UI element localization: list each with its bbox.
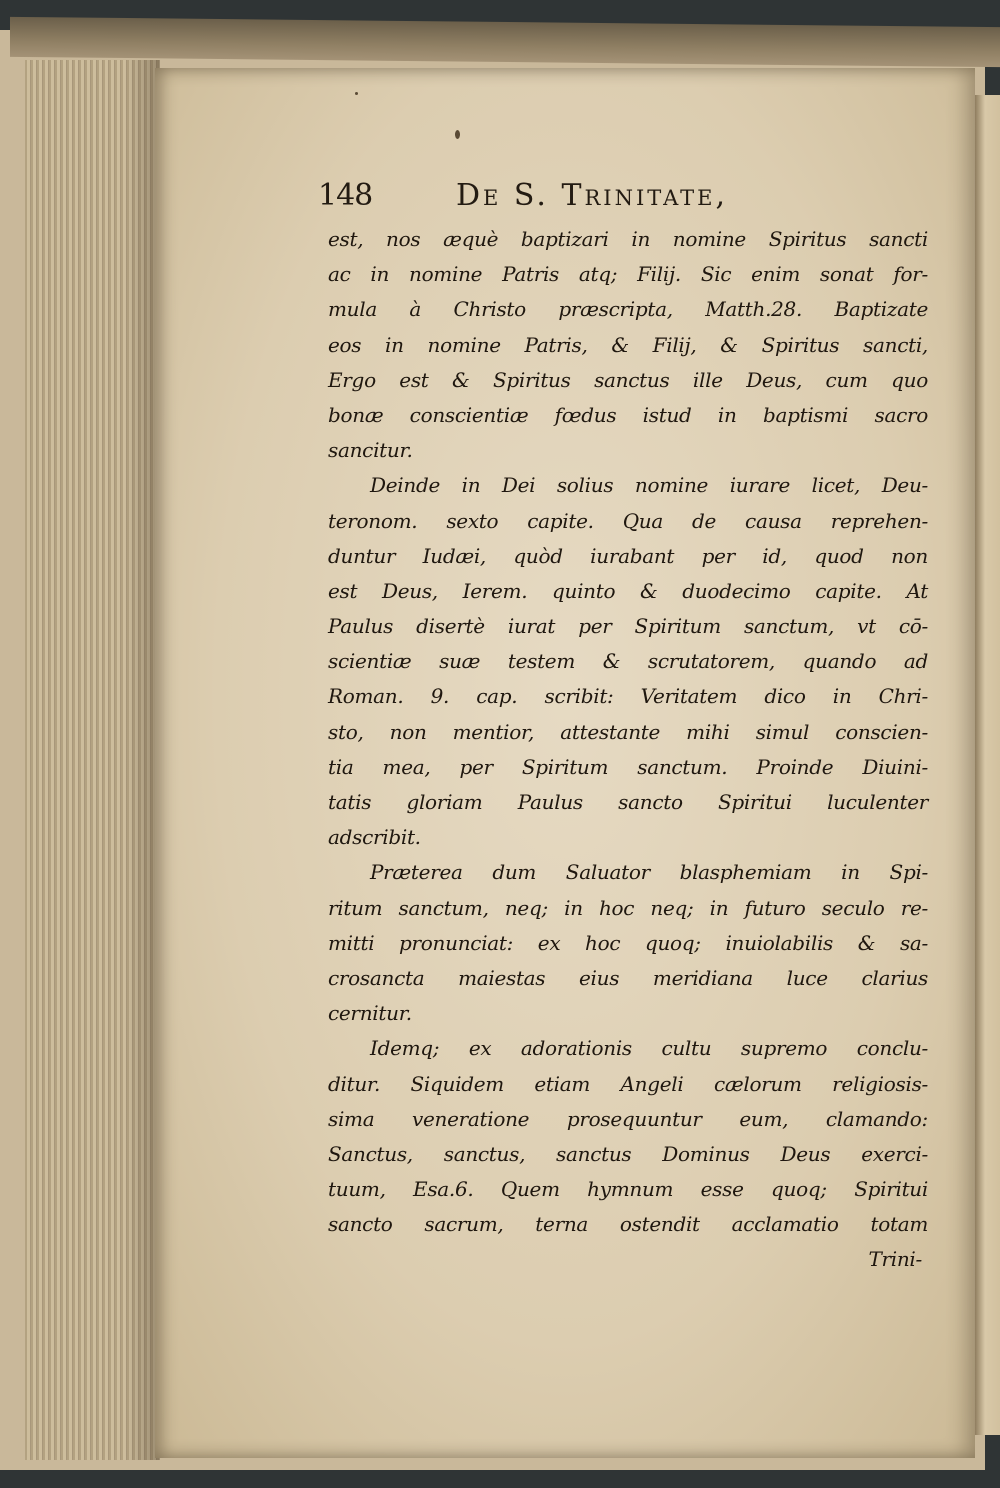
ink-speck bbox=[455, 130, 460, 139]
paragraph-start: Præterea dum Saluator blasphemiam in Spi- bbox=[370, 860, 928, 885]
facing-page-edge bbox=[975, 95, 1000, 1435]
text-line: est Deus, Ierem. quinto & duodecimo capite. At bbox=[328, 578, 928, 603]
paragraph-start: Deinde in Dei solius nomine iurare licet, Deu- bbox=[370, 473, 928, 498]
text-line: mula à Christo præscripta, Matth.28. Baptizate bbox=[328, 297, 928, 322]
text-line: crosancta maiestas eius meridiana luce clarius bbox=[328, 965, 928, 990]
ink-speck bbox=[355, 92, 358, 95]
text-line: duntur Iudæi, quòd iurabant per id, quod non bbox=[328, 543, 928, 568]
text-line: tatis gloriam Paulus sancto Spiritui luculenter bbox=[328, 790, 928, 814]
body-text bbox=[328, 222, 928, 1278]
text-line: sima veneratione prosequuntur eum, clamando: bbox=[328, 1106, 928, 1131]
text-line: Ergo est & Spiritus sanctus ille Deus, cum quo bbox=[328, 367, 928, 392]
text-line: adscribit. bbox=[328, 825, 421, 850]
text-line: Roman. 9. cap. scribit: Veritatem dico in Chri- bbox=[328, 684, 928, 709]
text-line: sto, non mentior, attestante mihi simul conscien- bbox=[328, 719, 928, 744]
text-line: est, nos æquè baptizari in nomine Spiritus sancti bbox=[328, 227, 928, 251]
text-line: ditur. Siquidem etiam Angeli cælorum religiosis- bbox=[328, 1071, 928, 1096]
text-line: cernitur. bbox=[328, 1001, 412, 1026]
text-line: ritum sanctum, neq; in hoc neq; in futuro seculo re- bbox=[328, 895, 928, 920]
text-line: bonæ conscientiæ fœdus istud in baptismi sacro bbox=[328, 402, 928, 427]
text-line: tuum, Esa.6. Quem hymnum esse quoq; Spiritui bbox=[328, 1177, 928, 1202]
text-line: eos in nomine Patris, & Filij, & Spiritus sancti, bbox=[328, 332, 928, 357]
text-line: mitti pronunciat: ex hoc quoq; inuiolabilis & sa- bbox=[328, 930, 928, 955]
paragraph-start: Idemq; ex adorationis cultu supremo conclu- bbox=[370, 1036, 928, 1061]
text-line: scientiæ suæ testem & scrutatorem, quando ad bbox=[328, 649, 928, 674]
text-line: ac in nomine Patris atq; Filij. Sic enim sonat for- bbox=[328, 262, 928, 287]
text-line: Paulus disertè iurat per Spiritum sanctum, vt cō- bbox=[328, 614, 928, 639]
text-line: sancitur. bbox=[328, 438, 413, 463]
running-title: De S. Trinitate, bbox=[456, 178, 729, 213]
running-head bbox=[318, 178, 958, 222]
page-number: 148 bbox=[318, 178, 373, 213]
catchword: Trini- bbox=[868, 1247, 922, 1272]
text-line: tia mea, per Spiritum sanctum. Proinde Diuini- bbox=[328, 754, 928, 779]
text-line: sancto sacrum, terna ostendit acclamatio totam bbox=[328, 1212, 928, 1237]
text-line: teronom. sexto capite. Qua de causa reprehen- bbox=[328, 508, 928, 533]
text-line: Sanctus, sanctus, sanctus Dominus Deus exerci- bbox=[328, 1141, 928, 1166]
